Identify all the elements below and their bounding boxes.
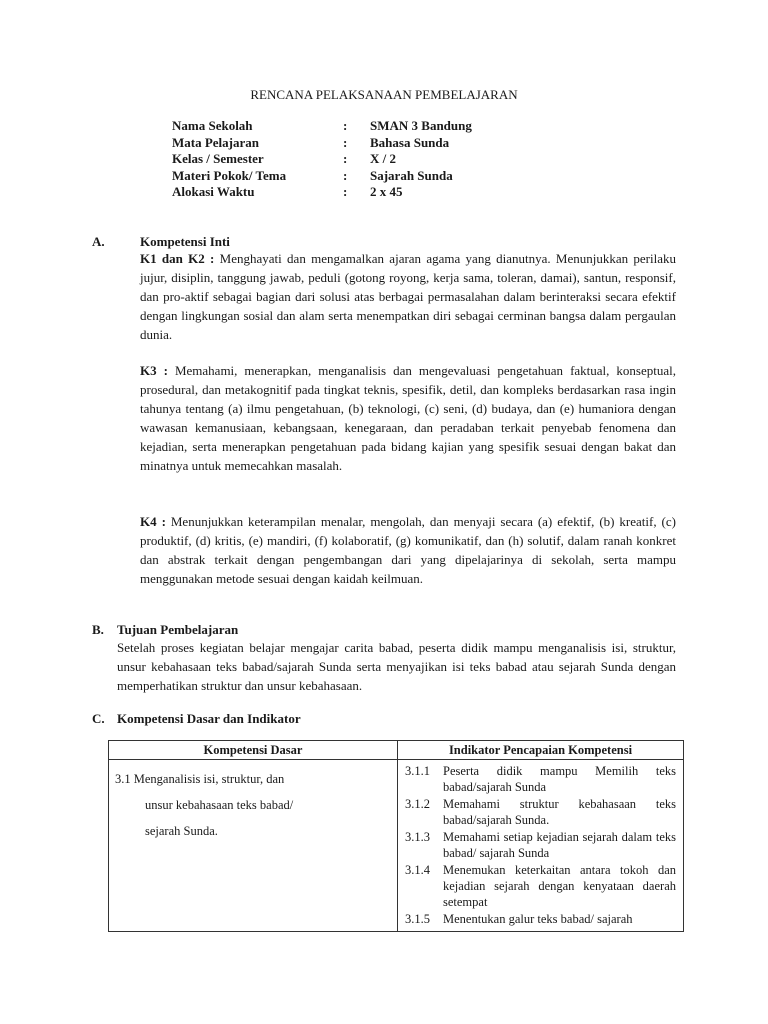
k3-label: K3 : — [140, 363, 168, 378]
info-colon: : — [343, 134, 348, 150]
kd-line: unsur kebahasaan teks babad/ — [145, 798, 294, 812]
indicator-text: Menentukan galur teks babad/ sajarah — [443, 912, 633, 926]
info-value: SMAN 3 Bandung — [370, 118, 472, 133]
section-a-letter: A. — [92, 234, 105, 249]
info-colon: : — [343, 184, 348, 200]
info-label: Materi Pokok/ Tema — [172, 167, 287, 183]
indicator-list — [399, 761, 682, 930]
indicator-number: 3.1.4 — [405, 863, 430, 877]
k4-paragraph — [140, 512, 676, 588]
info-value: Bahasa Sunda — [370, 134, 450, 150]
list-item — [405, 763, 676, 795]
indicator-text: Peserta didik mampu Memilih teks babad/sajarah Sunda — [443, 764, 676, 794]
indicator-number: 3.1.2 — [405, 797, 430, 811]
info-label: Mata Pelajaran — [172, 134, 260, 150]
info-colon: : — [343, 151, 348, 167]
indicator-text: Menemukan keterkaitan antara tokoh dan kejadian sejarah dengan kenyataan daerah setempat — [443, 863, 676, 909]
kd-cell — [109, 760, 398, 932]
section-b-letter: B. — [92, 622, 104, 637]
document-title: RENCANA PELAKSANAAN PEMBELAJARAN — [250, 87, 518, 102]
section-c-letter: C. — [92, 711, 105, 726]
k4-text: Menunjukkan keterampilan menalar, mengolah, dan menyaji secara (a) efektif, (b) kreatif, (c) produktif, (d) kritis, (e) mandiri, (f) kolaboratif, (g) komunikatif, dan (h) solutif, dalam ranah konkret dan abstrak terkait dengan pengembangan dari yang dipelajarinya di sekolah, serta mampu menggunakan metode sesuai dengan kaidah keilmuan. — [140, 514, 676, 586]
info-value: Sajarah Sunda — [370, 167, 453, 183]
indicator-number: 3.1.1 — [405, 764, 430, 778]
indicator-text: Memahami setiap kejadian sejarah dalam teks babad/ sajarah Sunda — [443, 830, 676, 860]
indicator-cell — [398, 760, 684, 932]
section-c-heading: Kompetensi Dasar dan Indikator — [117, 711, 301, 726]
section-b-paragraph: Setelah proses kegiatan belajar mengajar carita babad, peserta didik mampu menganalisis isi, struktur, unsur kebahasaan teks babad/sajarah Sunda serta menyajikan isi teks babad atau sejarah Sunda dengan memperhatikan struktur dan unsur kebahasaan. — [117, 640, 676, 693]
header-kompetensi-dasar: Kompetensi Dasar — [109, 741, 398, 760]
competency-table — [108, 740, 684, 932]
info-label: Alokasi Waktu — [172, 184, 255, 200]
k4-label: K4 : — [140, 514, 166, 529]
header-indikator: Indikator Pencapaian Kompetensi — [398, 741, 684, 760]
table-header-row — [109, 741, 684, 760]
table-row — [109, 760, 684, 932]
indicator-text: Memahami struktur kebahasaan teks babad/sajarah Sunda. — [443, 797, 676, 827]
list-item — [405, 796, 676, 828]
indicator-number: 3.1.5 — [405, 912, 430, 926]
info-label: Nama Sekolah — [172, 118, 253, 133]
info-colon: : — [343, 167, 348, 183]
section-a-heading: Kompetensi Inti — [140, 234, 230, 249]
kd-line: 3.1 Menganalisis isi, struktur, dan — [115, 772, 285, 786]
info-colon: : — [343, 118, 348, 133]
section-b-heading: Tujuan Pembelajaran — [117, 622, 239, 637]
info-value: X / 2 — [370, 151, 396, 167]
k1k2-paragraph — [140, 249, 676, 344]
list-item — [405, 911, 676, 927]
list-item — [405, 862, 676, 910]
info-label: Kelas / Semester — [172, 151, 264, 167]
kd-line: sejarah Sunda. — [145, 824, 218, 838]
indicator-number: 3.1.3 — [405, 830, 430, 844]
info-value: 2 x 45 — [370, 184, 403, 200]
k1k2-label: K1 dan K2 : — [140, 251, 215, 266]
k3-paragraph — [140, 361, 676, 475]
k1k2-text: Menghayati dan mengamalkan ajaran agama yang dianutnya. Menunjukkan perilaku jujur, disiplin, tanggung jawab, peduli (gotong royong, kerja sama, toleran, damai), santun, responsif, dan pro-aktif sebagai bagian dari solusi atas berbagai permasalahan dalam berinteraksi secara efektif dengan lingkungan sosial dan alam serta menempatkan diri sebagai cerminan bangsa dalam pergaulan dunia. — [140, 251, 677, 342]
k3-text: Memahami, menerapkan, menganalisis dan mengevaluasi pengetahuan faktual, konseptual, prosedural, dan metakognitif pada tingkat teknis, spesifik, detil, dan kompleks berdasarkan rasa ingin tahunya tentang (a) ilmu pengetahuan, (b) teknologi, (c) seni, (d) budaya, dan (e) humaniora dengan wawasan kemanusiaan, kebangsaan, kenegaraan, dan peradaban terkait penyebab fenomena dan kejadian, serta menerapkan pengetahuan pada bidang kajian yang spesifik sesuai dengan bakat dan minatnya untuk memecahkan masalah. — [140, 363, 676, 473]
list-item — [405, 829, 676, 861]
